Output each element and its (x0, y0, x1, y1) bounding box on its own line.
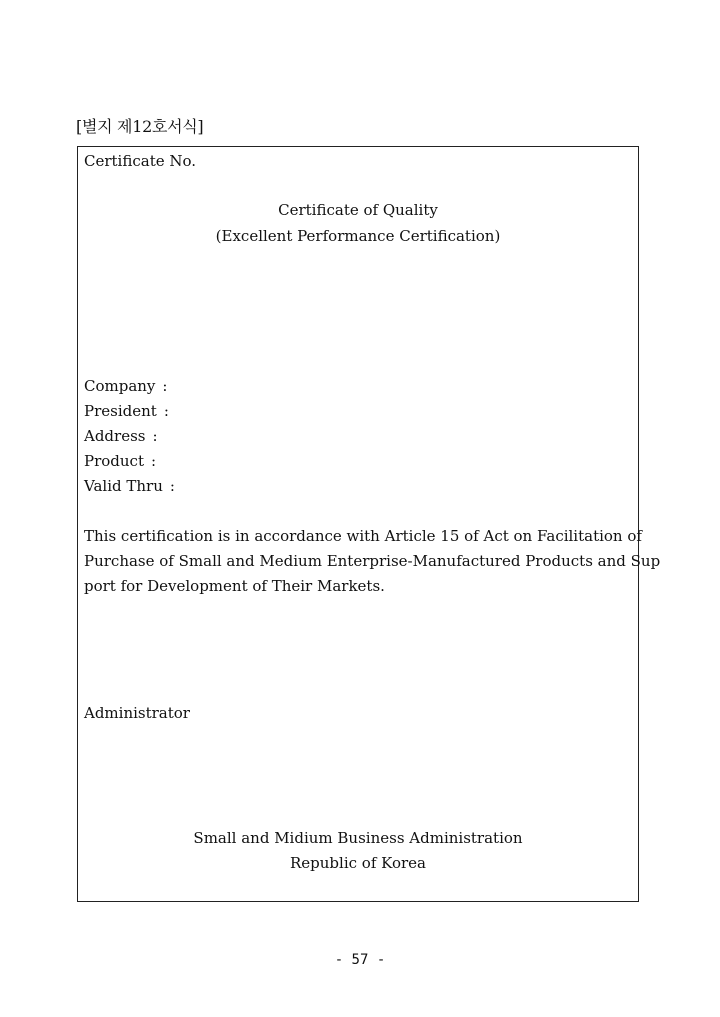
certificate-title: Certificate of Quality (278, 201, 438, 219)
signatory-label: Administrator (84, 704, 190, 722)
field-label: Company (84, 377, 156, 395)
field-colon: : (151, 452, 157, 470)
field-colon: : (169, 477, 175, 495)
statement-line: This certification is in accordance with Article 15 of Act on Facilitation of (84, 527, 642, 545)
field-address (84, 424, 175, 449)
certificate-frame (77, 146, 661, 902)
field-valid-thru (84, 474, 175, 499)
statement-line: Purchase of Small and Medium Enterprise-Manufactured Products and Sup (84, 552, 661, 570)
form-number-label: [별지 제12호서식] (76, 117, 204, 136)
certificate-fields (84, 374, 175, 499)
field-colon: : (152, 427, 158, 445)
issuing-country: Republic of Korea (290, 854, 426, 872)
certification-statement (84, 524, 661, 599)
page-number: - 57 - (334, 952, 386, 968)
field-label: Product (84, 452, 144, 470)
field-company (84, 374, 175, 399)
field-label: Valid Thru (84, 477, 163, 495)
field-colon: : (163, 402, 169, 420)
certificate-number-label: Certificate No. (84, 152, 197, 170)
field-label: Address (84, 427, 146, 445)
field-label: President (84, 402, 157, 420)
field-product (84, 449, 175, 474)
certificate-subtitle: (Excellent Performance Certification) (215, 227, 501, 245)
statement-line: port for Development of Their Markets. (84, 577, 385, 595)
field-president (84, 399, 175, 424)
issuing-authority: Small and Midium Business Administration (193, 829, 523, 847)
field-colon: : (162, 377, 168, 395)
